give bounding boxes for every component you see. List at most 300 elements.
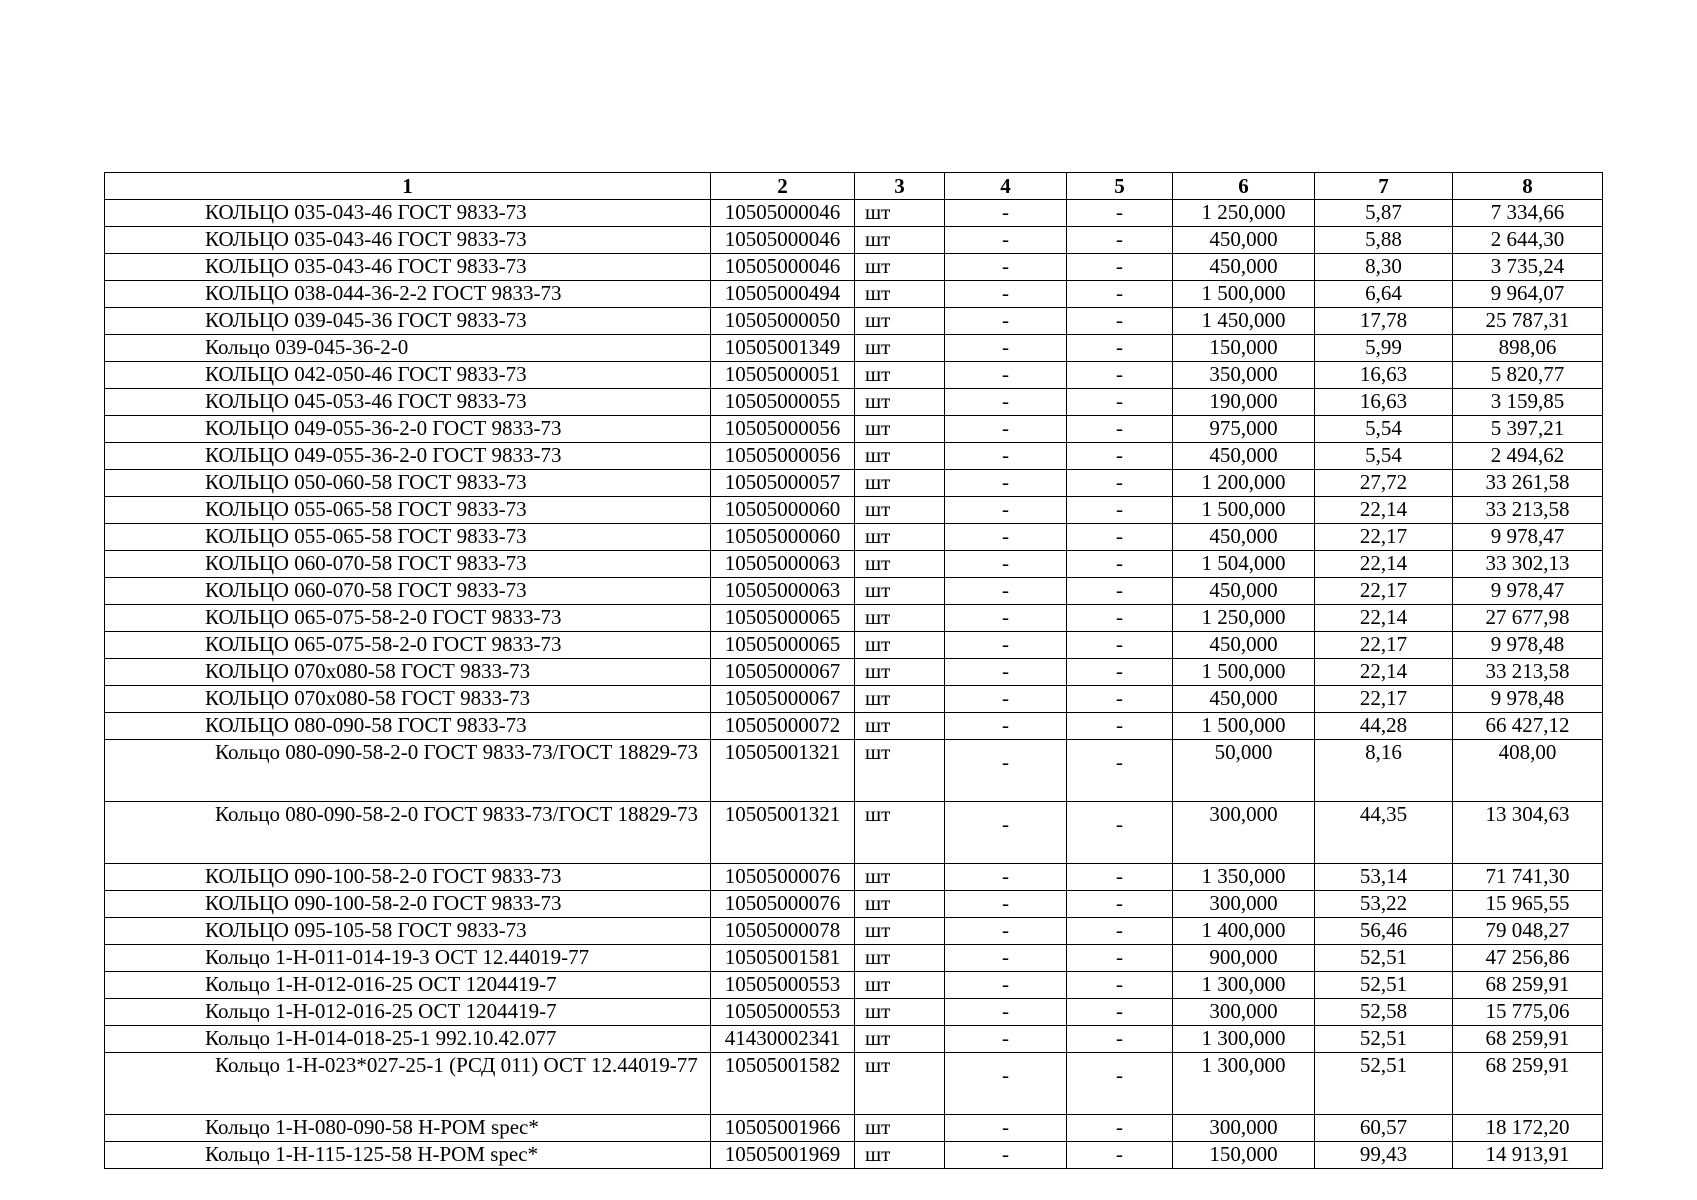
quantity-cell: 1 500,000 xyxy=(1173,659,1315,686)
table-row xyxy=(105,497,1603,524)
item-name-cell xyxy=(105,551,711,578)
sum-cell: 18 172,20 xyxy=(1453,1115,1603,1142)
sum-cell: 9 978,47 xyxy=(1453,524,1603,551)
col4-cell: - xyxy=(945,227,1067,254)
col5-cell: - xyxy=(1067,1026,1173,1053)
col4-cell: - xyxy=(945,200,1067,227)
price-cell: 52,51 xyxy=(1315,1026,1453,1053)
col5-cell: - xyxy=(1067,335,1173,362)
col5-cell: - xyxy=(1067,1142,1173,1169)
item-name-cell xyxy=(105,864,711,891)
item-unit-cell: шт xyxy=(855,713,945,740)
item-unit-cell: шт xyxy=(855,918,945,945)
table-row xyxy=(105,972,1603,999)
item-name-cell xyxy=(105,1053,711,1115)
item-unit-cell: шт xyxy=(855,802,945,864)
price-cell: 22,14 xyxy=(1315,551,1453,578)
col5-cell: - xyxy=(1067,632,1173,659)
item-unit-cell: шт xyxy=(855,335,945,362)
item-code-cell: 10505000060 xyxy=(711,524,855,551)
item-unit-cell: шт xyxy=(855,945,945,972)
table-row xyxy=(105,659,1603,686)
table-row xyxy=(105,632,1603,659)
col-header-3: 3 xyxy=(855,173,945,200)
item-name-text: КОЛЬЦО 039-045-36 ГОСТ 9833-73 xyxy=(205,308,527,332)
item-code-cell: 10505001582 xyxy=(711,1053,855,1115)
item-name-text: Кольцо 080-090-58-2-0 ГОСТ 9833-73/ГОСТ 18829-73 xyxy=(215,740,699,764)
col-header-4: 4 xyxy=(945,173,1067,200)
col5-cell: - xyxy=(1067,686,1173,713)
quantity-cell: 1 300,000 xyxy=(1173,1026,1315,1053)
sum-cell: 3 735,24 xyxy=(1453,254,1603,281)
col5-cell: - xyxy=(1067,999,1173,1026)
col5-cell: - xyxy=(1067,551,1173,578)
item-name-text: КОЛЬЦО 045-053-46 ГОСТ 9833-73 xyxy=(205,389,527,413)
item-name-cell xyxy=(105,362,711,389)
table-row xyxy=(105,200,1603,227)
item-unit-cell: шт xyxy=(855,740,945,802)
sum-cell: 3 159,85 xyxy=(1453,389,1603,416)
table-row xyxy=(105,443,1603,470)
price-cell: 44,28 xyxy=(1315,713,1453,740)
price-cell: 52,51 xyxy=(1315,972,1453,999)
item-code-cell: 10505000072 xyxy=(711,713,855,740)
quantity-cell: 1 500,000 xyxy=(1173,281,1315,308)
quantity-cell: 350,000 xyxy=(1173,362,1315,389)
item-name-cell xyxy=(105,659,711,686)
item-unit-cell: шт xyxy=(855,1115,945,1142)
col4-cell: - xyxy=(945,972,1067,999)
col5-cell: - xyxy=(1067,308,1173,335)
item-code-cell: 10505000553 xyxy=(711,999,855,1026)
sum-cell: 33 302,13 xyxy=(1453,551,1603,578)
item-code-cell: 10505000067 xyxy=(711,686,855,713)
item-code-cell: 10505000076 xyxy=(711,864,855,891)
price-cell: 22,17 xyxy=(1315,686,1453,713)
table-row xyxy=(105,740,1603,802)
quantity-cell: 450,000 xyxy=(1173,254,1315,281)
sum-cell: 5 820,77 xyxy=(1453,362,1603,389)
item-unit-cell: шт xyxy=(855,308,945,335)
item-code-cell: 10505001321 xyxy=(711,802,855,864)
quantity-cell: 1 400,000 xyxy=(1173,918,1315,945)
col4-cell: - xyxy=(945,632,1067,659)
quantity-cell: 190,000 xyxy=(1173,389,1315,416)
item-unit-cell: шт xyxy=(855,281,945,308)
table-row xyxy=(105,362,1603,389)
col-header-7: 7 xyxy=(1315,173,1453,200)
item-code-cell: 10505000060 xyxy=(711,497,855,524)
table-row xyxy=(105,945,1603,972)
sum-cell: 408,00 xyxy=(1453,740,1603,802)
sum-cell: 79 048,27 xyxy=(1453,918,1603,945)
col5-cell: - xyxy=(1067,443,1173,470)
item-code-cell: 10505000051 xyxy=(711,362,855,389)
item-unit-cell: шт xyxy=(855,362,945,389)
item-name-cell xyxy=(105,389,711,416)
price-cell: 5,99 xyxy=(1315,335,1453,362)
item-name-text: КОЛЬЦО 035-043-46 ГОСТ 9833-73 xyxy=(205,254,527,278)
col5-cell: - xyxy=(1067,416,1173,443)
quantity-cell: 300,000 xyxy=(1173,1115,1315,1142)
price-cell: 5,54 xyxy=(1315,443,1453,470)
table-row xyxy=(105,1142,1603,1169)
item-name-cell xyxy=(105,254,711,281)
col4-cell: - xyxy=(945,470,1067,497)
item-name-cell xyxy=(105,740,711,802)
col5-cell: - xyxy=(1067,254,1173,281)
item-unit-cell: шт xyxy=(855,1053,945,1115)
col5-cell: - xyxy=(1067,227,1173,254)
sum-cell: 14 913,91 xyxy=(1453,1142,1603,1169)
price-cell: 52,51 xyxy=(1315,1053,1453,1115)
item-unit-cell: шт xyxy=(855,605,945,632)
col-header-1: 1 xyxy=(105,173,711,200)
item-unit-cell: шт xyxy=(855,497,945,524)
quantity-cell: 450,000 xyxy=(1173,443,1315,470)
item-code-cell: 10505001349 xyxy=(711,335,855,362)
quantity-cell: 1 500,000 xyxy=(1173,497,1315,524)
table-row xyxy=(105,802,1603,864)
sum-cell: 68 259,91 xyxy=(1453,972,1603,999)
item-code-cell: 10505000494 xyxy=(711,281,855,308)
item-name-cell xyxy=(105,999,711,1026)
item-name-cell xyxy=(105,335,711,362)
table-row xyxy=(105,470,1603,497)
table-row xyxy=(105,1115,1603,1142)
item-unit-cell: шт xyxy=(855,389,945,416)
quantity-cell: 300,000 xyxy=(1173,891,1315,918)
item-code-cell: 10505000046 xyxy=(711,254,855,281)
sum-cell: 66 427,12 xyxy=(1453,713,1603,740)
sum-cell: 27 677,98 xyxy=(1453,605,1603,632)
item-code-cell: 10505001969 xyxy=(711,1142,855,1169)
item-name-cell xyxy=(105,497,711,524)
col5-cell: - xyxy=(1067,1115,1173,1142)
price-cell: 22,14 xyxy=(1315,605,1453,632)
quantity-cell: 150,000 xyxy=(1173,1142,1315,1169)
item-name-text: КОЛЬЦО 050-060-58 ГОСТ 9833-73 xyxy=(205,470,527,494)
item-code-cell: 10505001321 xyxy=(711,740,855,802)
item-name-text: Кольцо 1-Н-012-016-25 ОСТ 1204419-7 xyxy=(205,972,557,996)
item-unit-cell: шт xyxy=(855,999,945,1026)
quantity-cell: 1 300,000 xyxy=(1173,972,1315,999)
col5-cell: - xyxy=(1067,389,1173,416)
item-unit-cell: шт xyxy=(855,686,945,713)
item-name-cell xyxy=(105,1026,711,1053)
item-name-text: КОЛЬЦО 049-055-36-2-0 ГОСТ 9833-73 xyxy=(205,416,562,440)
col5-cell: - xyxy=(1067,891,1173,918)
item-name-cell xyxy=(105,1142,711,1169)
sum-cell: 33 261,58 xyxy=(1453,470,1603,497)
sum-cell: 2 644,30 xyxy=(1453,227,1603,254)
col5-cell: - xyxy=(1067,524,1173,551)
sum-cell: 15 965,55 xyxy=(1453,891,1603,918)
col4-cell: - xyxy=(945,497,1067,524)
item-name-text: Кольцо 1-Н-115-125-58 H-POM spec* xyxy=(205,1142,539,1166)
col4-cell: - xyxy=(945,1026,1067,1053)
sum-cell: 9 964,07 xyxy=(1453,281,1603,308)
quantity-cell: 300,000 xyxy=(1173,999,1315,1026)
col4-cell: - xyxy=(945,999,1067,1026)
table-body xyxy=(105,200,1603,1169)
item-name-text: Кольцо 039-045-36-2-0 xyxy=(205,335,409,359)
item-unit-cell: шт xyxy=(855,200,945,227)
col4-cell: - xyxy=(945,389,1067,416)
quantity-cell: 975,000 xyxy=(1173,416,1315,443)
item-name-cell xyxy=(105,443,711,470)
quantity-cell: 1 300,000 xyxy=(1173,1053,1315,1115)
item-name-text: Кольцо 1-Н-080-090-58 H-POM spec* xyxy=(205,1115,539,1139)
item-unit-cell: шт xyxy=(855,254,945,281)
item-code-cell: 41430002341 xyxy=(711,1026,855,1053)
price-cell: 53,14 xyxy=(1315,864,1453,891)
col4-cell: - xyxy=(945,416,1067,443)
price-cell: 16,63 xyxy=(1315,362,1453,389)
item-name-text: КОЛЬЦО 038-044-36-2-2 ГОСТ 9833-73 xyxy=(205,281,562,305)
item-name-text: КОЛЬЦО 035-043-46 ГОСТ 9833-73 xyxy=(205,227,527,251)
item-name-text: КОЛЬЦО 035-043-46 ГОСТ 9833-73 xyxy=(205,200,527,224)
item-code-cell: 10505000050 xyxy=(711,308,855,335)
table-row xyxy=(105,686,1603,713)
item-code-cell: 10505000056 xyxy=(711,416,855,443)
item-name-cell xyxy=(105,632,711,659)
table-row xyxy=(105,335,1603,362)
item-code-cell: 10505000553 xyxy=(711,972,855,999)
header-row xyxy=(105,173,1603,200)
item-code-cell: 10505000063 xyxy=(711,551,855,578)
item-name-cell xyxy=(105,972,711,999)
item-unit-cell: шт xyxy=(855,578,945,605)
table-row xyxy=(105,605,1603,632)
item-unit-cell: шт xyxy=(855,1142,945,1169)
quantity-cell: 450,000 xyxy=(1173,686,1315,713)
col4-cell: - xyxy=(945,891,1067,918)
item-name-cell xyxy=(105,308,711,335)
item-code-cell: 10505001581 xyxy=(711,945,855,972)
table-row xyxy=(105,578,1603,605)
price-cell: 8,16 xyxy=(1315,740,1453,802)
table-row xyxy=(105,308,1603,335)
table-row xyxy=(105,416,1603,443)
item-name-text: Кольцо 1-Н-014-018-25-1 992.10.42.077 xyxy=(205,1026,557,1050)
table-row xyxy=(105,1026,1603,1053)
item-name-cell xyxy=(105,713,711,740)
sum-cell: 68 259,91 xyxy=(1453,1053,1603,1115)
table-row xyxy=(105,891,1603,918)
price-cell: 52,58 xyxy=(1315,999,1453,1026)
item-unit-cell: шт xyxy=(855,1026,945,1053)
table-row xyxy=(105,389,1603,416)
col4-cell: - xyxy=(945,578,1067,605)
col5-cell: - xyxy=(1067,200,1173,227)
price-cell: 99,43 xyxy=(1315,1142,1453,1169)
item-name-text: КОЛЬЦО 090-100-58-2-0 ГОСТ 9833-73 xyxy=(205,864,562,888)
table-row xyxy=(105,524,1603,551)
item-name-cell xyxy=(105,470,711,497)
col4-cell: - xyxy=(945,1115,1067,1142)
item-unit-cell: шт xyxy=(855,551,945,578)
item-name-text: Кольцо 1-Н-012-016-25 ОСТ 1204419-7 xyxy=(205,999,557,1023)
item-name-text: КОЛЬЦО 065-075-58-2-0 ГОСТ 9833-73 xyxy=(205,632,562,656)
quantity-cell: 900,000 xyxy=(1173,945,1315,972)
quantity-cell: 450,000 xyxy=(1173,227,1315,254)
col-header-6: 6 xyxy=(1173,173,1315,200)
quantity-cell: 1 200,000 xyxy=(1173,470,1315,497)
item-code-cell: 10505000065 xyxy=(711,605,855,632)
quantity-cell: 1 450,000 xyxy=(1173,308,1315,335)
item-name-text: КОЛЬЦО 049-055-36-2-0 ГОСТ 9833-73 xyxy=(205,443,562,467)
col4-cell: - xyxy=(945,864,1067,891)
col-header-5: 5 xyxy=(1067,173,1173,200)
item-name-cell xyxy=(105,524,711,551)
table-row xyxy=(105,551,1603,578)
sum-cell: 47 256,86 xyxy=(1453,945,1603,972)
col4-cell: - xyxy=(945,1142,1067,1169)
item-code-cell: 10505000078 xyxy=(711,918,855,945)
price-cell: 27,72 xyxy=(1315,470,1453,497)
item-unit-cell: шт xyxy=(855,470,945,497)
price-cell: 44,35 xyxy=(1315,802,1453,864)
table-row xyxy=(105,254,1603,281)
item-code-cell: 10505000057 xyxy=(711,470,855,497)
item-name-cell xyxy=(105,918,711,945)
col4-cell: - xyxy=(945,524,1067,551)
col4-cell: - xyxy=(945,443,1067,470)
col5-cell: - xyxy=(1067,945,1173,972)
item-code-cell: 10505000056 xyxy=(711,443,855,470)
item-name-cell xyxy=(105,416,711,443)
item-name-text: Кольцо 1-Н-011-014-19-3 ОСТ 12.44019-77 xyxy=(205,945,590,969)
col5-cell: - xyxy=(1067,1053,1173,1115)
quantity-cell: 450,000 xyxy=(1173,524,1315,551)
col4-cell: - xyxy=(945,605,1067,632)
quantity-cell: 1 250,000 xyxy=(1173,200,1315,227)
col4-cell: - xyxy=(945,254,1067,281)
col5-cell: - xyxy=(1067,659,1173,686)
quantity-cell: 1 504,000 xyxy=(1173,551,1315,578)
item-name-text: КОЛЬЦО 060-070-58 ГОСТ 9833-73 xyxy=(205,551,527,575)
col5-cell: - xyxy=(1067,497,1173,524)
price-cell: 60,57 xyxy=(1315,1115,1453,1142)
item-name-cell xyxy=(105,605,711,632)
quantity-cell: 50,000 xyxy=(1173,740,1315,802)
item-name-text: КОЛЬЦО 095-105-58 ГОСТ 9833-73 xyxy=(205,918,527,942)
price-cell: 5,87 xyxy=(1315,200,1453,227)
item-name-cell xyxy=(105,802,711,864)
item-name-cell xyxy=(105,891,711,918)
quantity-cell: 300,000 xyxy=(1173,802,1315,864)
col5-cell: - xyxy=(1067,918,1173,945)
table-row xyxy=(105,999,1603,1026)
col4-cell: - xyxy=(945,362,1067,389)
sum-cell: 33 213,58 xyxy=(1453,659,1603,686)
col4-cell: - xyxy=(945,713,1067,740)
item-name-text: КОЛЬЦО 055-065-58 ГОСТ 9833-73 xyxy=(205,497,527,521)
col4-cell: - xyxy=(945,802,1067,864)
quantity-cell: 450,000 xyxy=(1173,578,1315,605)
item-name-cell xyxy=(105,1115,711,1142)
item-unit-cell: шт xyxy=(855,972,945,999)
price-cell: 5,88 xyxy=(1315,227,1453,254)
quantity-cell: 1 350,000 xyxy=(1173,864,1315,891)
col5-cell: - xyxy=(1067,605,1173,632)
sum-cell: 15 775,06 xyxy=(1453,999,1603,1026)
table-row xyxy=(105,713,1603,740)
item-code-cell: 10505000076 xyxy=(711,891,855,918)
item-code-cell: 10505000063 xyxy=(711,578,855,605)
item-name-cell xyxy=(105,227,711,254)
item-unit-cell: шт xyxy=(855,227,945,254)
col4-cell: - xyxy=(945,686,1067,713)
col5-cell: - xyxy=(1067,362,1173,389)
table-row xyxy=(105,918,1603,945)
item-name-text: КОЛЬЦО 080-090-58 ГОСТ 9833-73 xyxy=(205,713,527,737)
sum-cell: 71 741,30 xyxy=(1453,864,1603,891)
item-unit-cell: шт xyxy=(855,632,945,659)
col4-cell: - xyxy=(945,740,1067,802)
table-row xyxy=(105,281,1603,308)
price-cell: 17,78 xyxy=(1315,308,1453,335)
price-cell: 22,17 xyxy=(1315,632,1453,659)
col5-cell: - xyxy=(1067,470,1173,497)
sum-cell: 2 494,62 xyxy=(1453,443,1603,470)
item-name-cell xyxy=(105,578,711,605)
item-unit-cell: шт xyxy=(855,891,945,918)
sum-cell: 25 787,31 xyxy=(1453,308,1603,335)
item-code-cell: 10505000055 xyxy=(711,389,855,416)
sum-cell: 9 978,48 xyxy=(1453,632,1603,659)
item-name-cell xyxy=(105,686,711,713)
quantity-cell: 1 500,000 xyxy=(1173,713,1315,740)
item-name-text: КОЛЬЦО 070х080-58 ГОСТ 9833-73 xyxy=(205,686,531,710)
item-code-cell: 10505000065 xyxy=(711,632,855,659)
quantity-cell: 150,000 xyxy=(1173,335,1315,362)
table-row xyxy=(105,864,1603,891)
col4-cell: - xyxy=(945,945,1067,972)
col5-cell: - xyxy=(1067,281,1173,308)
sum-cell: 7 334,66 xyxy=(1453,200,1603,227)
item-name-text: КОЛЬЦО 042-050-46 ГОСТ 9833-73 xyxy=(205,362,527,386)
table-row xyxy=(105,1053,1603,1115)
item-name-text: Кольцо 1-Н-023*027-25-1 (РСД 011) ОСТ 12.44019-77 xyxy=(215,1053,698,1077)
item-name-text: КОЛЬЦО 060-070-58 ГОСТ 9833-73 xyxy=(205,578,527,602)
col5-cell: - xyxy=(1067,740,1173,802)
sum-cell: 33 213,58 xyxy=(1453,497,1603,524)
sum-cell: 5 397,21 xyxy=(1453,416,1603,443)
sum-cell: 13 304,63 xyxy=(1453,802,1603,864)
item-name-text: КОЛЬЦО 065-075-58-2-0 ГОСТ 9833-73 xyxy=(205,605,562,629)
col5-cell: - xyxy=(1067,972,1173,999)
sum-cell: 898,06 xyxy=(1453,335,1603,362)
price-cell: 22,17 xyxy=(1315,578,1453,605)
item-unit-cell: шт xyxy=(855,864,945,891)
col5-cell: - xyxy=(1067,864,1173,891)
col5-cell: - xyxy=(1067,713,1173,740)
price-cell: 53,22 xyxy=(1315,891,1453,918)
col5-cell: - xyxy=(1067,802,1173,864)
col4-cell: - xyxy=(945,918,1067,945)
sum-cell: 9 978,47 xyxy=(1453,578,1603,605)
item-name-text: КОЛЬЦО 070х080-58 ГОСТ 9833-73 xyxy=(205,659,531,683)
col4-cell: - xyxy=(945,281,1067,308)
col4-cell: - xyxy=(945,1053,1067,1115)
item-name-text: Кольцо 080-090-58-2-0 ГОСТ 9833-73/ГОСТ 18829-73 xyxy=(215,802,699,826)
col-header-8: 8 xyxy=(1453,173,1603,200)
price-cell: 56,46 xyxy=(1315,918,1453,945)
item-unit-cell: шт xyxy=(855,524,945,551)
price-cell: 22,14 xyxy=(1315,497,1453,524)
